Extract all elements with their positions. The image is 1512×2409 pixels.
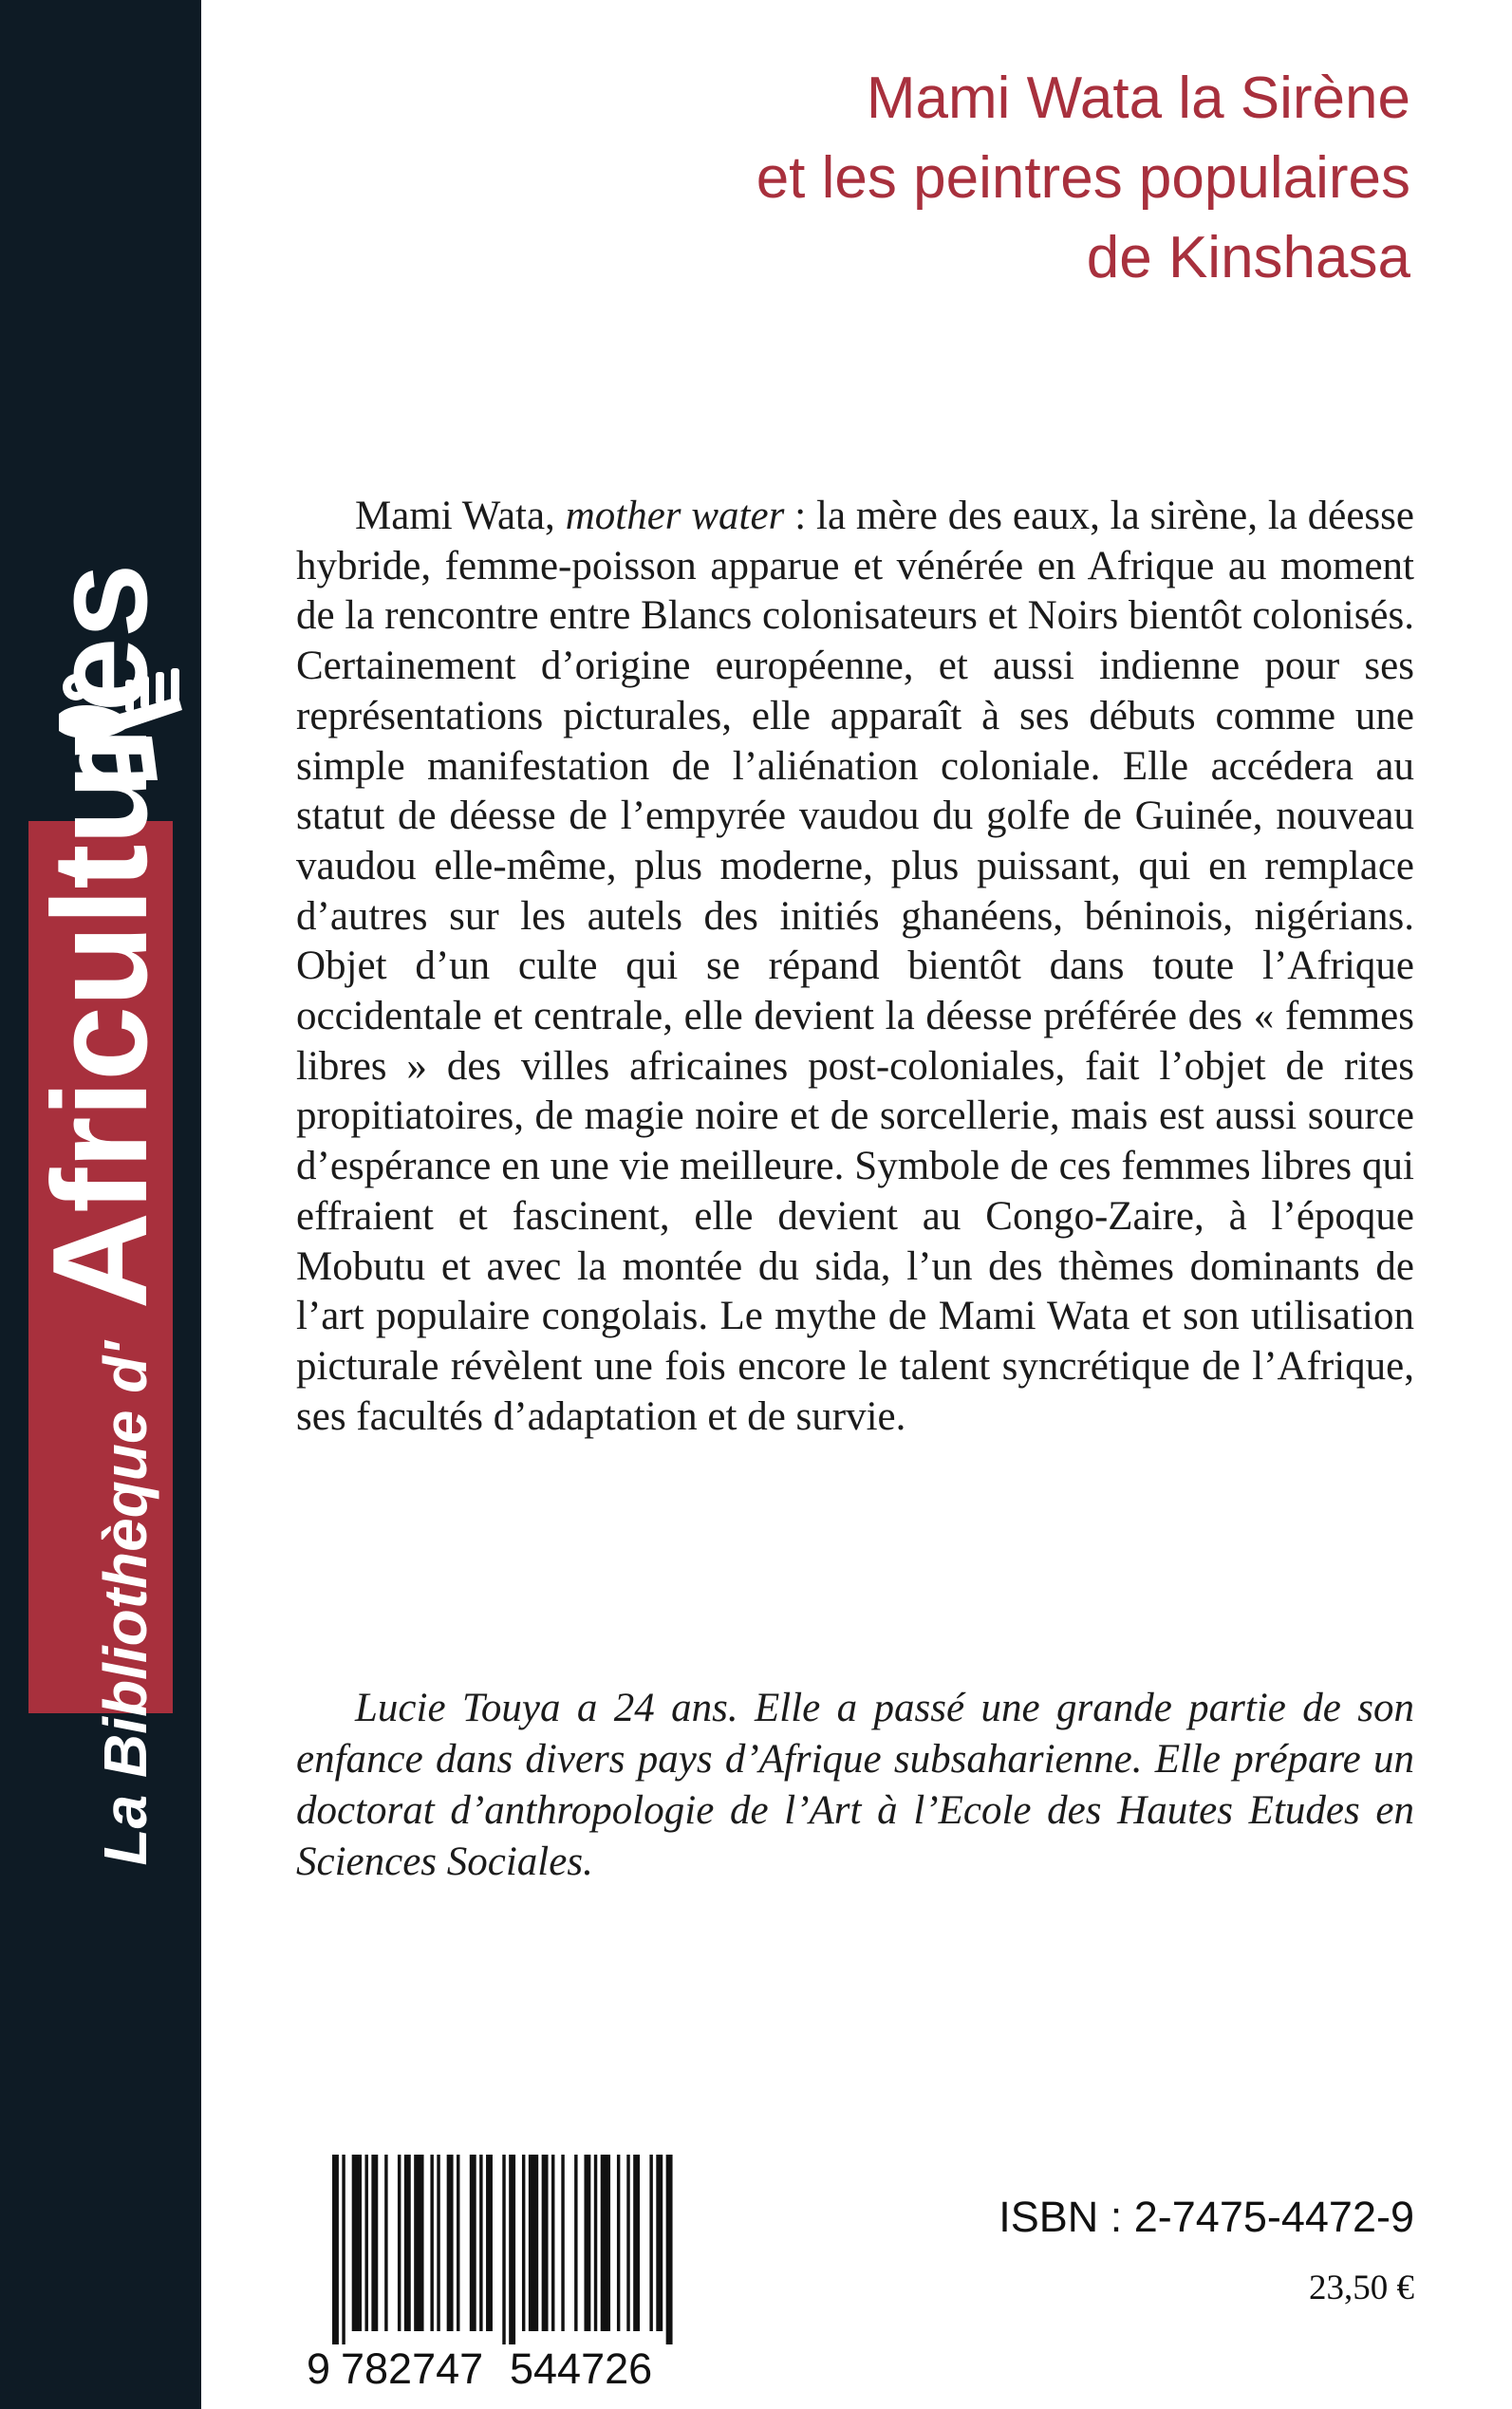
barcode-first-digit: 9 <box>307 2344 331 2393</box>
barcode-digits <box>307 2344 686 2392</box>
blurb-text: : la mère des eaux, la sirène, la déesse hybride, femme-poisson apparue et vénérée en Afrique au moment de la rencontre entre Blancs colonisateurs et Noirs bientôt colonisés. Certainement d’origine européenne, et aussi indienne pour ses représentations picturales, elle apparaît à ses débuts comme une simple manifestation de l’aliénation coloniale. Elle accédera au statut de déesse de l’empyrée vaudou du golfe de Guinée, nouveau vaudou elle-même, plus moderne, plus puissant, qui en remplace d’autres sur les autels des initiés ghanéens, béninois, nigérians. Objet d’un culte qui se répand bientôt dans toute l’Afrique occidentale et centrale, elle devient la déesse préférée des « femmes libres » des villes africaines post-coloniales, fait l’objet de rites propitiatoires, de magie noire et de sorcellerie, mais est aussi source d’espérance en une vie meilleure. Symbole de ces femmes libres qui effraient et fascinent, elle devient au Congo-Zaire, à l’époque Mobutu et avec la montée du sida, l’un des thèmes dominants de l’art populaire congolais. Le mythe de Mami Wata et son utilisation picturale révèlent une fois encore le talent syncrétique de l’Afrique, ses facultés d’adaptation et de survie. <box>296 494 1414 1439</box>
barcode-bar <box>666 2155 673 2344</box>
spine-band <box>0 0 201 2409</box>
barcode-bar <box>332 2155 339 2344</box>
series-prefix: La Bibliothèque d' <box>91 1341 159 1866</box>
barcode-bar <box>479 2155 482 2331</box>
barcode-group-2: 544726 <box>510 2344 653 2393</box>
barcode-group-1: 782747 <box>341 2344 484 2393</box>
barcode-bar <box>551 2155 554 2331</box>
barcode-bar <box>529 2155 538 2331</box>
blurb-intro-italic: mother water <box>565 494 785 538</box>
series-title-rotated <box>23 564 178 1865</box>
barcode-icon <box>332 2155 676 2344</box>
barcode-bar <box>617 2155 620 2331</box>
barcode-bar <box>656 2155 663 2331</box>
book-title-line-2: et les peintres populaires <box>756 145 1410 211</box>
barcode-bar <box>486 2155 493 2331</box>
book-title-line-3: de Kinshasa <box>1086 225 1410 290</box>
book-title-line-1: Mami Wata la Sirène <box>866 65 1410 131</box>
isbn-number: ISBN : 2-7475-4472-9 <box>999 2193 1414 2241</box>
blurb-intro: Mami Wata, <box>355 494 566 538</box>
barcode-bar <box>509 2155 515 2344</box>
series-name: Africultures <box>25 564 176 1310</box>
barcode-bar <box>404 2155 411 2331</box>
barcode-bar <box>371 2155 378 2331</box>
barcode-bar <box>447 2155 454 2331</box>
barcode-bar <box>522 2155 525 2331</box>
barcode-bar <box>457 2155 459 2331</box>
barcode-bar <box>626 2155 629 2331</box>
barcode-bar <box>542 2155 549 2331</box>
barcode-bar <box>342 2155 345 2344</box>
barcode-bar <box>601 2155 610 2331</box>
barcode-bar <box>561 2155 564 2331</box>
barcode-bar <box>384 2155 387 2331</box>
barcode-bar <box>352 2155 362 2331</box>
barcode-bar <box>584 2155 590 2331</box>
barcode-bar <box>437 2155 439 2331</box>
barcode-bar <box>649 2155 652 2331</box>
blurb-paragraph <box>296 492 1414 1442</box>
barcode-bar <box>470 2155 476 2331</box>
barcode-bar <box>594 2155 597 2331</box>
barcode-bar <box>398 2155 401 2331</box>
barcode-bar <box>430 2155 433 2331</box>
barcode-bar <box>502 2155 505 2344</box>
barcode-bar <box>633 2155 640 2331</box>
author-bio: Lucie Touya a 24 ans. Elle a passé une grande partie de son enfance dans divers pays d’Afrique subsaharienne. Elle prépare un doctorat d’anthropologie de l’Art à l’Ecole des Hautes Etudes en Sciences Sociales. <box>296 1686 1414 1884</box>
book-title <box>756 59 1410 298</box>
barcode-bar <box>414 2155 423 2331</box>
barcode-bar <box>364 2155 367 2331</box>
barcode-bar <box>574 2155 577 2331</box>
price: 23,50 € <box>1309 2269 1414 2307</box>
